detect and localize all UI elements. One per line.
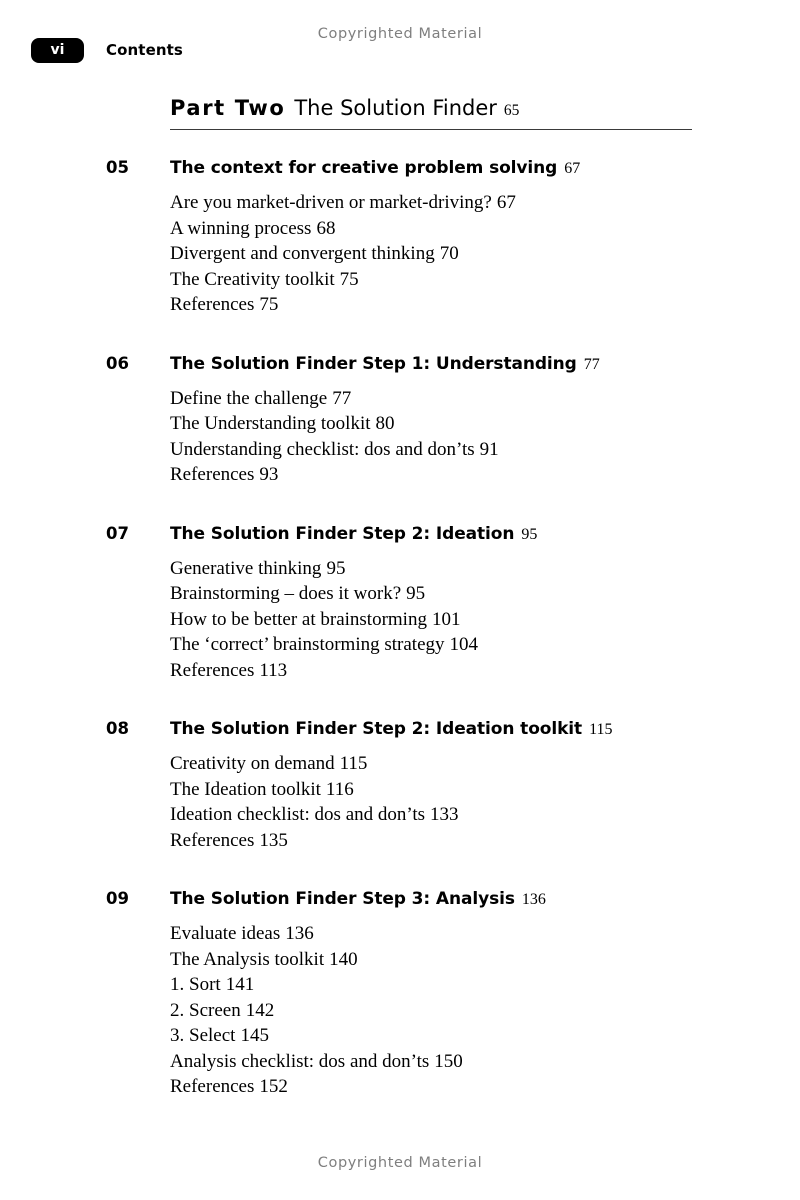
toc-entry-title: References [170,829,255,851]
toc-entry[interactable] [170,437,800,463]
toc-entry[interactable] [170,292,800,318]
toc-chapter [0,716,800,853]
toc-entry-title: The Ideation toolkit [170,778,321,800]
toc-entry[interactable] [170,462,800,488]
toc-entry[interactable] [170,607,800,633]
toc-chapter [0,521,800,684]
toc-entry[interactable] [170,802,800,828]
chapter-number: 06 [106,353,129,373]
chapter-number: 08 [106,719,129,738]
part-page-number: 65 [503,102,520,119]
chapter-heading[interactable] [170,155,800,186]
toc-entry-page-number: 68 [316,217,336,239]
part-title: The Solution Finder [294,96,497,120]
chapter-page-number: 136 [521,891,546,908]
toc-entry-page-number: 67 [496,192,516,213]
toc-entry[interactable] [170,777,800,803]
chapter-page-number: 77 [583,355,600,373]
toc-entry-title: 3. Select [170,1025,236,1046]
toc-entry[interactable] [170,632,800,658]
toc-entry-page-number: 145 [240,1025,269,1046]
toc-entry-title: Brainstorming – does it work? [170,583,402,604]
chapter-heading[interactable] [170,521,800,552]
toc-entry[interactable] [170,972,800,998]
toc-entry[interactable] [170,267,800,293]
toc-entry[interactable] [170,947,800,973]
toc-entry-page-number: 95 [326,557,346,579]
toc-entry-title: Creativity on demand [170,753,335,774]
toc-entry-page-number: 116 [325,778,354,800]
toc-entry[interactable] [170,1074,800,1100]
page-number-badge [31,38,84,63]
toc-entry-page-number: 75 [339,268,359,290]
toc-entry-page-number: 136 [285,923,314,944]
toc-entry-title: Ideation checklist: dos and don’ts [170,804,426,825]
toc-entry-page-number: 133 [430,804,459,825]
toc-entry-page-number: 91 [479,438,499,460]
toc-entry-page-number: 80 [375,413,395,434]
chapter-page-number: 67 [564,160,581,177]
toc-entry-page-number: 101 [431,608,461,630]
toc-entry-title: Analysis checklist: dos and don’ts [170,1050,430,1072]
toc-entry-page-number: 104 [449,634,479,655]
toc-entry[interactable] [170,386,800,412]
toc-entry[interactable] [170,190,800,216]
toc-entry[interactable] [170,241,800,267]
part-heading-rule [170,129,692,130]
chapter-title: The context for creative problem solving [170,158,558,178]
table-of-contents [0,155,800,1100]
toc-entry-page-number: 141 [225,974,255,995]
chapter-page-number: 115 [589,721,613,738]
toc-entry-title: Are you market-driven or market-driving? [170,192,492,213]
toc-chapter [0,155,800,318]
toc-entry[interactable] [170,828,800,854]
part-heading-line [170,96,692,129]
toc-entry-title: The Analysis toolkit [170,948,325,970]
toc-entry[interactable] [170,411,800,437]
copyright-watermark-bottom: Copyrighted Material [317,1155,483,1171]
chapter-number: 07 [106,523,129,543]
toc-entry[interactable] [170,998,800,1024]
part-heading [170,96,692,130]
toc-entry-title: References [170,1076,255,1097]
part-label: Part Two [170,96,286,120]
toc-entry-page-number: 115 [339,753,368,774]
toc-entry-page-number: 95 [406,583,426,604]
toc-entry-page-number: 93 [259,464,279,485]
toc-entry-page-number: 142 [245,999,275,1021]
toc-entry-title: References [170,659,255,681]
toc-entry-title: The Understanding toolkit [170,413,371,434]
toc-entry-title: A winning process [170,217,312,239]
toc-entry-title: Define the challenge [170,387,328,409]
page-running-head [0,0,800,80]
toc-entry-page-number: 77 [332,387,352,409]
toc-entry-title: The ‘correct’ brainstorming strategy [170,634,445,655]
chapter-heading[interactable] [170,351,800,382]
chapter-title: The Solution Finder Step 3: Analysis [170,889,515,909]
toc-entry-page-number: 113 [259,659,288,681]
copyright-watermark-top: Copyrighted Material [317,26,483,42]
toc-entry-title: The Creativity toolkit [170,268,335,290]
chapter-title: The Solution Finder Step 1: Understanding [170,353,577,374]
toc-entry-title: Evaluate ideas [170,923,281,944]
toc-entry-page-number: 70 [439,243,459,264]
toc-entry[interactable] [170,581,800,607]
toc-entry-page-number: 152 [259,1076,288,1097]
toc-chapter [0,351,800,488]
toc-entry-title: 2. Screen [170,999,241,1021]
toc-entry-title: Divergent and convergent thinking [170,243,435,264]
toc-entry-page-number: 140 [329,948,358,970]
toc-entry[interactable] [170,1023,800,1049]
toc-entry[interactable] [170,658,800,684]
toc-entry-title: References [170,464,255,485]
toc-entry[interactable] [170,751,800,777]
chapter-page-number: 95 [521,525,538,543]
toc-entry-title: 1. Sort [170,974,221,995]
toc-entry-title: References [170,294,255,315]
chapter-heading[interactable] [170,716,800,747]
chapter-number: 05 [106,158,129,177]
toc-entry-page-number: 75 [259,294,279,315]
toc-chapter [0,886,800,1100]
toc-entry[interactable] [170,556,800,582]
toc-entry[interactable] [170,1049,800,1075]
toc-entry[interactable] [170,216,800,242]
chapter-title: The Solution Finder Step 2: Ideation toolkit [170,719,583,739]
toc-entry-title: How to be better at brainstorming [170,608,427,630]
toc-entry[interactable] [170,921,800,947]
chapter-heading[interactable] [170,886,800,917]
toc-entry-page-number: 135 [259,829,288,851]
page-number-label: vi [50,42,65,58]
toc-entry-title: Generative thinking [170,557,322,579]
running-head-title: Contents [106,41,183,59]
chapter-title: The Solution Finder Step 2: Ideation [170,523,515,544]
chapter-number: 09 [106,889,129,908]
toc-entry-page-number: 150 [434,1050,463,1072]
toc-entry-title: Understanding checklist: dos and don’ts [170,438,475,460]
